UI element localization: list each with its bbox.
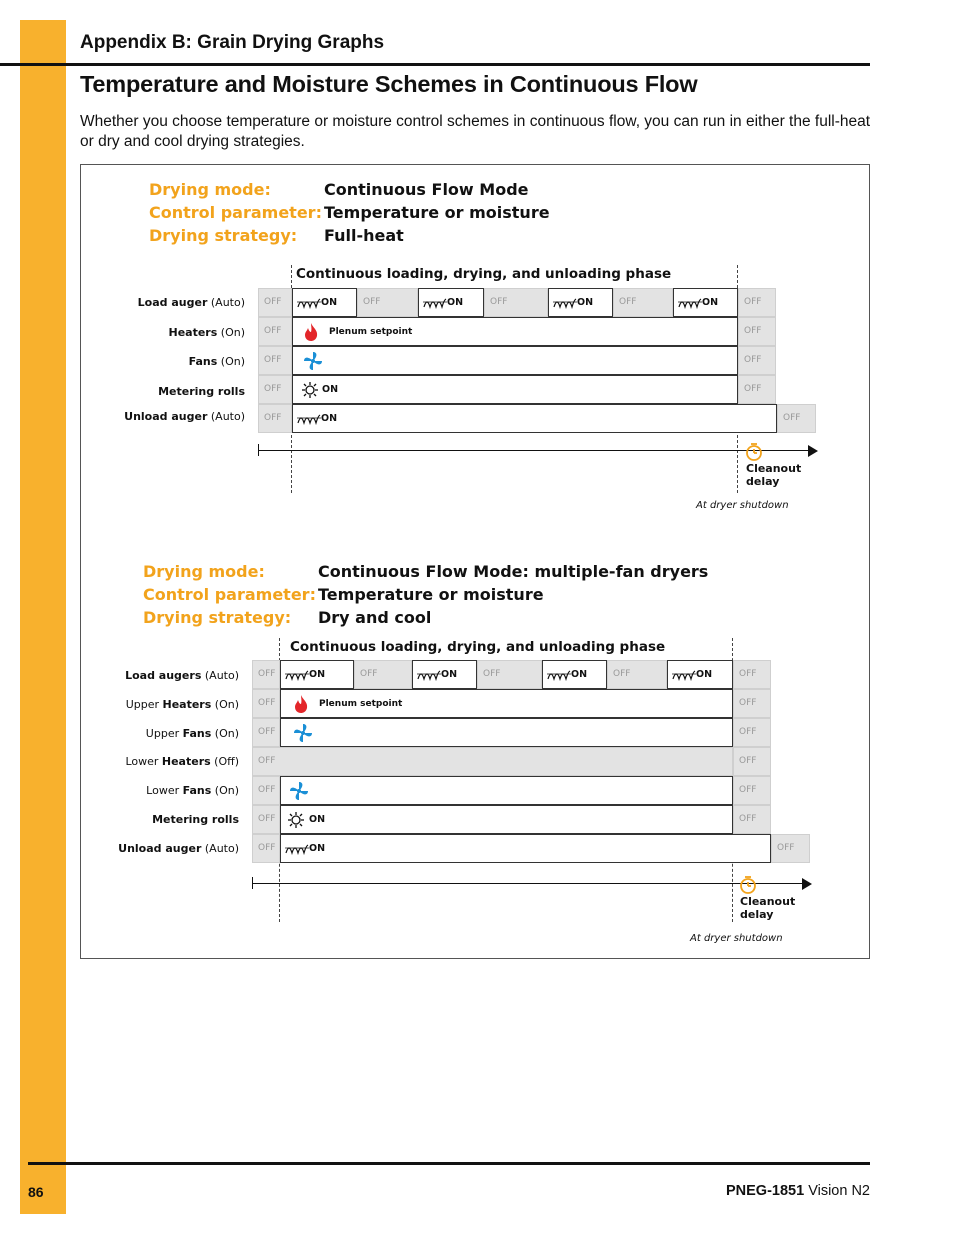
drying-mode-value: Continuous Flow Mode	[324, 180, 529, 199]
phase-label: Continuous loading, drying, and unloading phase	[296, 266, 672, 282]
axis-arrow-icon	[808, 445, 818, 457]
upper-heaters-off: OFF	[252, 689, 280, 718]
row-label-load-augers: Load augers (Auto)	[125, 669, 239, 682]
load-auger-end-off: OFF	[738, 288, 776, 317]
load-augers-on: ON	[667, 660, 733, 689]
load-augers-on: ON	[542, 660, 607, 689]
load-auger-on: ON	[548, 288, 613, 317]
metering-end-off: OFF	[733, 805, 771, 834]
auger-icon	[297, 295, 321, 309]
unload-auger-end-off: OFF	[777, 404, 816, 433]
intro-paragraph: Whether you choose temperature or moisture control schemes in continuous flow, you can run in either the full-heat or dry and cool drying strategies.	[80, 113, 871, 150]
unload-auger-end-off: OFF	[771, 834, 810, 863]
load-auger-on: ON	[418, 288, 484, 317]
phase-label: Continuous loading, drying, and unloading phase	[290, 639, 666, 655]
auger-icon	[672, 667, 696, 681]
load-auger-off: OFF	[357, 288, 418, 317]
drying-mode-label: Drying mode:	[149, 180, 271, 199]
row-label-load-auger: Load auger (Auto)	[137, 296, 245, 309]
axis-arrow-icon	[802, 878, 812, 890]
lower-fans-end-off: OFF	[733, 776, 771, 805]
upper-fans-on	[280, 718, 733, 747]
lower-fans-off: OFF	[252, 776, 280, 805]
drying-strategy-value: Full-heat	[324, 226, 404, 245]
auger-icon	[285, 667, 309, 681]
load-augers-end-off: OFF	[733, 660, 771, 689]
metering-gear-icon	[301, 381, 319, 399]
header-rule	[0, 63, 870, 66]
load-augers-off: OFF	[252, 660, 280, 689]
control-parameter-value: Temperature or moisture	[324, 203, 550, 222]
time-axis	[252, 883, 802, 884]
upper-heaters-on: Plenum setpoint	[280, 689, 733, 718]
flame-icon	[303, 322, 319, 342]
drying-strategy-label: Drying strategy:	[149, 226, 298, 245]
load-augers-on: ON	[412, 660, 477, 689]
row-label-upper-heaters: Upper Heaters (On)	[125, 698, 239, 711]
load-auger-off: OFF	[484, 288, 548, 317]
heaters-off: OFF	[258, 317, 292, 346]
fans-off: OFF	[258, 346, 292, 375]
fan-icon	[293, 723, 313, 743]
load-auger-off: OFF	[258, 288, 292, 317]
row-label-metering-rolls: Metering rolls	[152, 813, 239, 826]
document-id: PNEG-1851 Vision N2	[725, 1183, 870, 1199]
cleanout-delay-label: Cleanout delay	[746, 462, 802, 488]
footer-rule	[28, 1162, 870, 1165]
cleanout-delay-label: Cleanout delay	[740, 895, 796, 921]
row-label-lower-fans: Lower Fans (On)	[146, 784, 239, 797]
lower-heaters-end-off: OFF	[733, 747, 771, 776]
time-axis	[258, 450, 808, 451]
auger-icon	[285, 841, 309, 855]
auger-icon	[547, 667, 571, 681]
load-augers-off: OFF	[477, 660, 542, 689]
row-label-heaters: Heaters (On)	[168, 326, 245, 339]
page-number: 86	[28, 1184, 44, 1200]
row-label-upper-fans: Upper Fans (On)	[145, 727, 239, 740]
upper-fans-off: OFF	[252, 718, 280, 747]
auger-icon	[423, 295, 447, 309]
metering-end-off: OFF	[738, 375, 776, 404]
upper-heaters-end-off: OFF	[733, 689, 771, 718]
control-parameter-label: Control parameter:	[143, 585, 316, 604]
metering-gear-icon	[287, 811, 305, 829]
load-augers-on: ON	[280, 660, 354, 689]
drying-strategy-value: Dry and cool	[318, 608, 432, 627]
section-heading: Appendix B: Grain Drying Graphs	[80, 32, 385, 53]
lower-heaters-off: OFF	[252, 747, 733, 776]
flame-icon	[293, 694, 309, 714]
timer-icon	[739, 875, 757, 895]
load-auger-on: ON	[673, 288, 738, 317]
load-auger-off: OFF	[613, 288, 673, 317]
control-parameter-value: Temperature or moisture	[318, 585, 544, 604]
heaters-on: Plenum setpoint	[292, 317, 738, 346]
row-label-metering-rolls: Metering rolls	[158, 385, 245, 398]
unload-auger-on: ON	[292, 404, 777, 433]
page-title: Temperature and Moisture Schemes in Continuous Flow	[80, 71, 698, 97]
load-augers-off: OFF	[607, 660, 667, 689]
metering-on: ON	[280, 805, 733, 834]
fans-end-off: OFF	[738, 346, 776, 375]
drying-strategy-label: Drying strategy:	[143, 608, 292, 627]
row-label-unload-auger: Unload auger (Auto)	[124, 410, 245, 423]
unload-auger-on: ON	[280, 834, 771, 863]
row-label-lower-heaters: Lower Heaters (Off)	[125, 755, 239, 768]
unload-auger-off: OFF	[252, 834, 280, 863]
row-label-unload-auger: Unload auger (Auto)	[118, 842, 239, 855]
fans-on	[292, 346, 738, 375]
metering-off: OFF	[252, 805, 280, 834]
metering-off: OFF	[258, 375, 292, 404]
heaters-end-off: OFF	[738, 317, 776, 346]
metering-on: ON	[292, 375, 738, 404]
timer-icon	[745, 442, 763, 462]
orange-sidebar	[20, 20, 66, 1214]
load-augers-off: OFF	[354, 660, 412, 689]
unload-auger-off: OFF	[258, 404, 292, 433]
upper-fans-end-off: OFF	[733, 718, 771, 747]
load-auger-on: ON	[292, 288, 357, 317]
auger-icon	[553, 295, 577, 309]
auger-icon	[297, 411, 321, 425]
dryer-shutdown-label: At dryer shutdown	[696, 500, 789, 511]
row-label-fans: Fans (On)	[188, 355, 245, 368]
fan-icon	[303, 351, 323, 371]
lower-fans-on	[280, 776, 733, 805]
schemes-figure	[80, 164, 870, 959]
drying-mode-value: Continuous Flow Mode: multiple-fan dryers	[318, 562, 709, 581]
control-parameter-label: Control parameter:	[149, 203, 322, 222]
auger-icon	[678, 295, 702, 309]
drying-mode-label: Drying mode:	[143, 562, 265, 581]
auger-icon	[417, 667, 441, 681]
dryer-shutdown-label: At dryer shutdown	[690, 933, 783, 944]
fan-icon	[289, 781, 309, 801]
